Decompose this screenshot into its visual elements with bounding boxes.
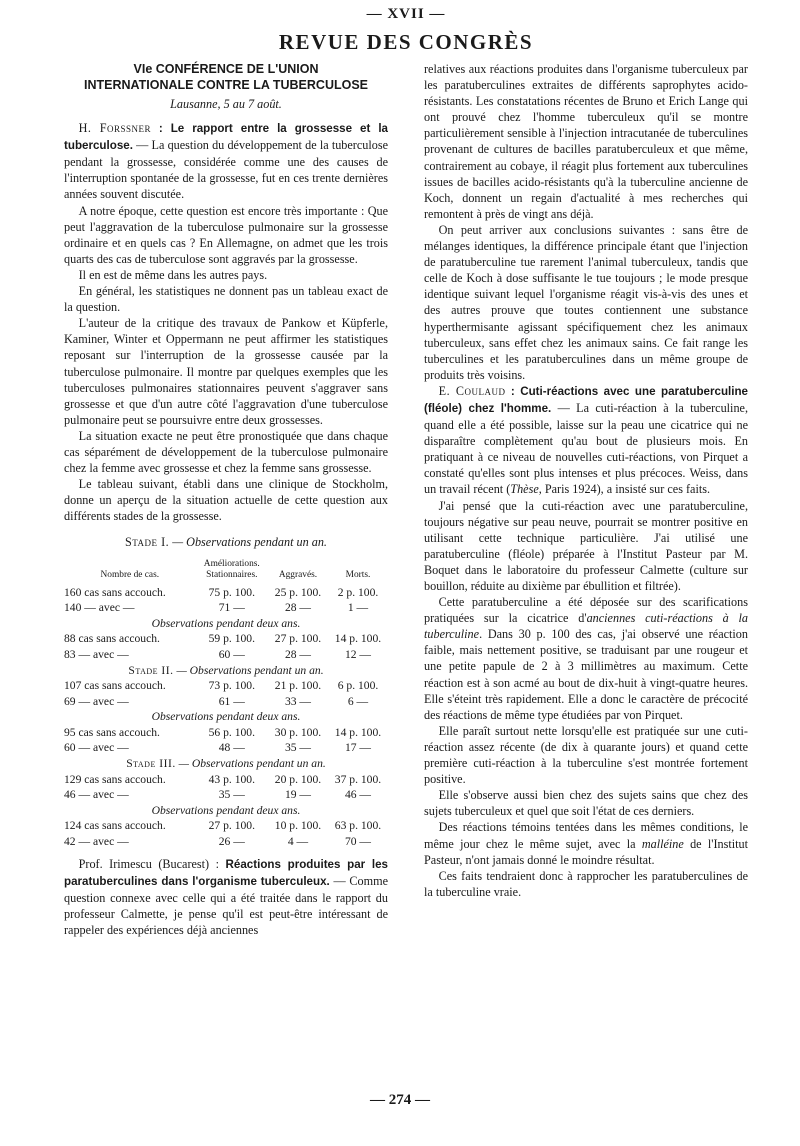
coulaud-paragraph-4: Elle paraît surtout nette lorsqu'elle est pratiquée sur une cuti-réaction assez récente (de dix à quarante jours) et quand cette première cuti-réaction à la tuberculine s'est montrée fortement positive.	[424, 723, 748, 787]
table-subheading-row	[64, 709, 388, 725]
table-cell: 27 p. 100.	[208, 819, 255, 833]
conference-place-date: Lausanne, 5 au 7 août.	[170, 97, 282, 111]
table-cell: 46 — avec —	[64, 788, 129, 802]
table-cell: 20 p. 100.	[274, 772, 322, 786]
stade-1-label: Stade I.	[125, 535, 170, 550]
table-cell: 35 —	[284, 741, 312, 755]
table-cell: 160 cas sans accouch.	[64, 585, 166, 599]
table-row	[64, 818, 388, 834]
coulaud-paragraph-7: Ces faits tendraient donc à rapprocher les paratuberculines de la tuberculine vraie.	[424, 868, 748, 899]
table-row	[64, 694, 388, 710]
running-head: — XVII —	[366, 6, 446, 22]
table-cell: 37 p. 100.	[334, 772, 382, 786]
table-row	[64, 600, 388, 616]
table-cell: 43 p. 100.	[208, 772, 255, 786]
table-cell: 95 cas sans accouch.	[64, 725, 160, 739]
subheading-2b: Observations pendant deux ans.	[151, 710, 301, 724]
table-cell: 30 p. 100.	[274, 725, 322, 739]
coulaud-text-1-italic: Thèse	[510, 482, 539, 497]
forssner-paragraph-6: La situation exacte ne peut être pronostiquée que dans chaque cas séparément de développement de la tuberculose pulmonaire chez la femme avec grossesse et chez la femme sans grossesse.	[64, 428, 388, 476]
forssner-heading: : Le rapport entre la grossesse et la tuberculose.	[64, 122, 388, 153]
stade-2-heading	[64, 663, 388, 679]
forssner-paragraph-2: A notre époque, cette question est encore très importante : Que peut l'aggravation de la tuberculose pulmonaire sur la grossesse ordinaire et en quels cas ? En Allemagne, on admet que les trois quarts des cas de tuberculose sont aggravés par la grossesse.	[64, 203, 388, 266]
table-cell: 2 p. 100.	[337, 585, 379, 599]
conference-title-line1: VIe CONFÉRENCE DE L'UNION	[133, 62, 319, 76]
irimescu-place: (Bucarest) :	[158, 856, 220, 871]
column-header: Stationnaires.	[206, 569, 258, 580]
stade-3-title: — Observations pendant un an.	[178, 757, 326, 771]
forssner-paragraph-7: Le tableau suivant, établi dans une clinique de Stockholm, donne un aperçu de la situation actuelle de cette question aux différents stades de la grossesse.	[64, 477, 388, 524]
irimescu-paragraph-2: On peut arriver aux conclusions suivantes : sans être de mélanges identiques, la différence principale étant que l'injection de paratuberculine tue rarement l'animal tuberculeux, tandis que celle de Koch à dose suffisante le tue toujours ; le mode presque identique suivant lequel l'organisme réagit vis-à-vis des unes et des autres prouve que toutes contiennent une substance hyperthermisante agissant spécifiquement chez les animaux tuberculeux, sans effet chez les animaux sains. Ce fait range les tuberculines et les paratuberculines dans un même groupe de produits très voisins.	[424, 222, 748, 382]
stade-1-heading	[64, 534, 388, 550]
columns	[64, 61, 748, 938]
stade-3-heading	[64, 756, 388, 772]
table-cell: 46 —	[344, 788, 372, 802]
column-header: Nombre de cas.	[100, 569, 160, 580]
table-cell: 6 p. 100.	[337, 679, 379, 693]
left-column	[64, 61, 388, 938]
table-row	[64, 631, 388, 647]
table-cell: 61 —	[218, 694, 245, 708]
table-cell: 69 — avec —	[64, 694, 129, 708]
irimescu-paragraph-1-continued: relatives aux réactions produites dans l'organisme tuberculeux par les paratuberculines extraites de différents saprophytes acido-résistants. Les constatations récentes de Bruno et Erich Lange qui ont prouvé chez l'homme tuberculeux qu'il se montre particulièrement sensible à l'injection intracutanée de tuberculines provenant de cultures de bacilles paratuberculeux et que même, contrairement au cobaye, il réagit plus fortement aux tuberculines issues de bacilles acido-résistants qu'à la tuberculine ancienne de Koch, donnent un regain d'actualité à mes recherches qui remontent à près de vingt ans déjà.	[424, 62, 748, 221]
table-row	[64, 585, 388, 601]
column-header: Morts.	[345, 569, 371, 580]
table-row	[64, 678, 388, 694]
table-header-row	[64, 559, 388, 570]
forssner-paragraph-4: En général, les statistiques ne donnent pas un tableau exact de la question.	[64, 284, 388, 315]
table-cell: 14 p. 100.	[334, 632, 382, 646]
table-cell: 42 — avec —	[64, 835, 129, 849]
forssner-text-1: — La question du développement de la tuberculose pendant la grossesse, considérée comme une des causes de l'interruption spontanée de la grossesse, fut en ces trente dernières années souvent discutée.	[64, 138, 388, 202]
stade-3-label: Stade III.	[126, 757, 176, 771]
coulaud-text-1: — La cuti-réaction à la tuberculine, quand elle a été possible, laisse sur la peau une cicatrice qui ne disparaître complètement qu'au bout de plusieurs mois. En pratiquant à ce niveau de nouvelles cuti-réactions, von Pirquet a constaté qu'elles sont plus intenses et plus précoces. Weiss, dans un travail récent (	[424, 400, 748, 497]
forssner-author: H. Forssner	[78, 121, 152, 136]
table-cell: 35 —	[218, 788, 245, 802]
stade-2-label: Stade II.	[128, 663, 174, 677]
table-cell: 83 — avec —	[64, 647, 129, 661]
coulaud-paragraph-5: Elle s'observe aussi bien chez des sujets sains que chez des sujets tuberculeux et quel que soit l'état de ces derniers.	[424, 788, 748, 819]
table-subheading-row	[64, 663, 388, 679]
irimescu-author: Prof. Irimescu	[78, 856, 152, 871]
table-cell: 73 p. 100.	[208, 679, 255, 693]
table-cell: 6 —	[347, 694, 369, 708]
table-row	[64, 772, 388, 788]
coulaud-paragraph-3	[424, 594, 748, 723]
table-cell: 107 cas sans accouch.	[64, 679, 166, 693]
table-cell: 48 —	[218, 741, 245, 755]
table-row	[64, 725, 388, 741]
table-cell: 1 —	[347, 601, 369, 615]
subheading-3b: Observations pendant deux ans.	[151, 803, 301, 817]
table-cell: 26 —	[218, 835, 245, 849]
table-cell: 59 p. 100.	[208, 632, 255, 646]
coulaud-heading: : Cuti-réactions avec une paratuberculine (fléole) chez l'homme.	[424, 384, 748, 415]
table-cell: 10 p. 100.	[274, 819, 322, 833]
table-row	[64, 834, 388, 850]
conference-title	[64, 61, 388, 93]
table-cell: 12 —	[344, 647, 372, 661]
table-row	[64, 740, 388, 756]
table-cell: 75 p. 100.	[208, 585, 255, 599]
table-cell: 28 —	[284, 601, 312, 615]
table-cell: 33 —	[284, 694, 312, 708]
subheading-1b: Observations pendant deux ans.	[151, 616, 301, 630]
table-cell: 63 p. 100.	[334, 819, 382, 833]
table-row	[64, 787, 388, 803]
coulaud-author: E. Coulaud	[438, 383, 506, 398]
table-cell: 28 —	[284, 647, 312, 661]
forssner-paragraph-5: L'auteur de la critique des travaux de Pankow et Küpferle, Kaminer, Winter et Oppermann ne peut affirmer les statistiques reposant sur l'interruption de la grossesse causée par la tuberculose pulmonaire. Il montre par quelques exemples que les tuberculoses pulmonaires stationnaires peuvent s'aggraver sans grossesse et que d'un autre côté l'aggravation d'une tuberculose pulmonaire peut se poursuivre entre deux grossesses.	[64, 316, 388, 427]
table-subheading-row	[64, 616, 388, 632]
coulaud-text-3a: Cette paratuberculine a été déposée sur des scarifications pratiquées sur la cicatrice d'	[424, 595, 748, 626]
coulaud-text-6a: Des réactions témoins tentées dans les mêmes conditions, le même jour chez le même sujet, avec la	[424, 820, 748, 851]
irimescu-paragraph-1	[64, 856, 388, 938]
coulaud-text-6b: de l'Institut Pasteur, n'ont jamais donné le moindre résultat.	[424, 836, 748, 867]
table-cell: 129 cas sans accouch.	[64, 772, 166, 786]
table-cell: 140 — avec —	[64, 601, 135, 615]
irimescu-text-1: — Comme question connexe avec celle qui a été traitée dans le rapport du professeur Calmette, je pense qu'il est peut-être intéressant de rappeler des expériences déjà anciennes	[64, 873, 388, 937]
table-cell: 19 —	[284, 788, 312, 802]
coulaud-text-3-italic: anciennes cuti-réactions à la tuberculine	[424, 611, 749, 642]
table-cell: 88 cas sans accouch.	[64, 632, 160, 646]
coulaud-paragraph-6	[424, 819, 748, 867]
conference-title-line2: INTERNATIONALE CONTRE LA TUBERCULOSE	[83, 78, 369, 92]
irimescu-heading: Réactions produites par les paratuberculines dans l'organisme tuberculeux.	[64, 857, 388, 888]
table-cell: 14 p. 100.	[334, 725, 382, 739]
header-ameliorations: Améliorations.	[203, 558, 260, 569]
table-cell: 21 p. 100.	[274, 679, 322, 693]
stade-1-title: — Observations pendant un an.	[172, 535, 327, 550]
table-cell: 17 —	[344, 741, 372, 755]
coulaud-paragraph-1	[424, 383, 748, 498]
coulaud-text-3b: . Dans 30 p. 100 des cas, j'ai observé une réaction faible, mais nettement positive, se traduisant par une rougeur et une petite papule de 2 à 3 millimètres au maximum. Cette réaction est à son acmé au bout de dix-huit à vingt-quatre heures. Elle s'éteint très rapidement. Elle a donc le caractère de précocité des réactions de même type étudiées par von Pirquet.	[424, 627, 748, 722]
column-header: Aggravés.	[278, 569, 318, 580]
forssner-paragraph-3: Il en est de même dans les autres pays.	[78, 267, 268, 282]
stade-2-title: — Observations pendant un an.	[176, 663, 324, 677]
page-number: — 274 —	[370, 1092, 430, 1108]
right-column	[424, 61, 748, 938]
table-cell: 70 —	[344, 835, 372, 849]
stats-table	[64, 559, 388, 850]
table-subheading-row	[64, 803, 388, 819]
coulaud-text-1-end: , Paris 1924), a insisté sur ces faits.	[538, 482, 711, 497]
table-cell: 60 — avec —	[64, 741, 129, 755]
table-cell: 27 p. 100.	[274, 632, 322, 646]
table-cell: 71 —	[218, 601, 245, 615]
coulaud-text-6-italic: malléine	[641, 836, 684, 851]
table-cell: 4 —	[287, 835, 309, 849]
table-cell: 60 —	[218, 647, 245, 661]
table-cell: 25 p. 100.	[274, 585, 322, 599]
coulaud-paragraph-2: J'ai pensé que la cuti-réaction avec une paratuberculine, toujours négative sur peau neuve, pourrait se montrer positive en utilisant cette technique particulière. J'ai utilisé une paratuberculine (fléole) préparée à l'Institut Pasteur par M. Boquet dans le laboratoire du professeur Calmette (culture sur bouillon, réduite au dixième par ébullition et filtrée).	[424, 498, 748, 593]
table-header-row	[64, 570, 388, 585]
table-cell: 124 cas sans accouch.	[64, 819, 166, 833]
table-subheading-row	[64, 756, 388, 772]
page-title: REVUE DES CONGRÈS	[278, 30, 534, 54]
table-cell: 56 p. 100.	[208, 725, 255, 739]
forssner-paragraph-1	[64, 120, 388, 202]
table-row	[64, 647, 388, 663]
